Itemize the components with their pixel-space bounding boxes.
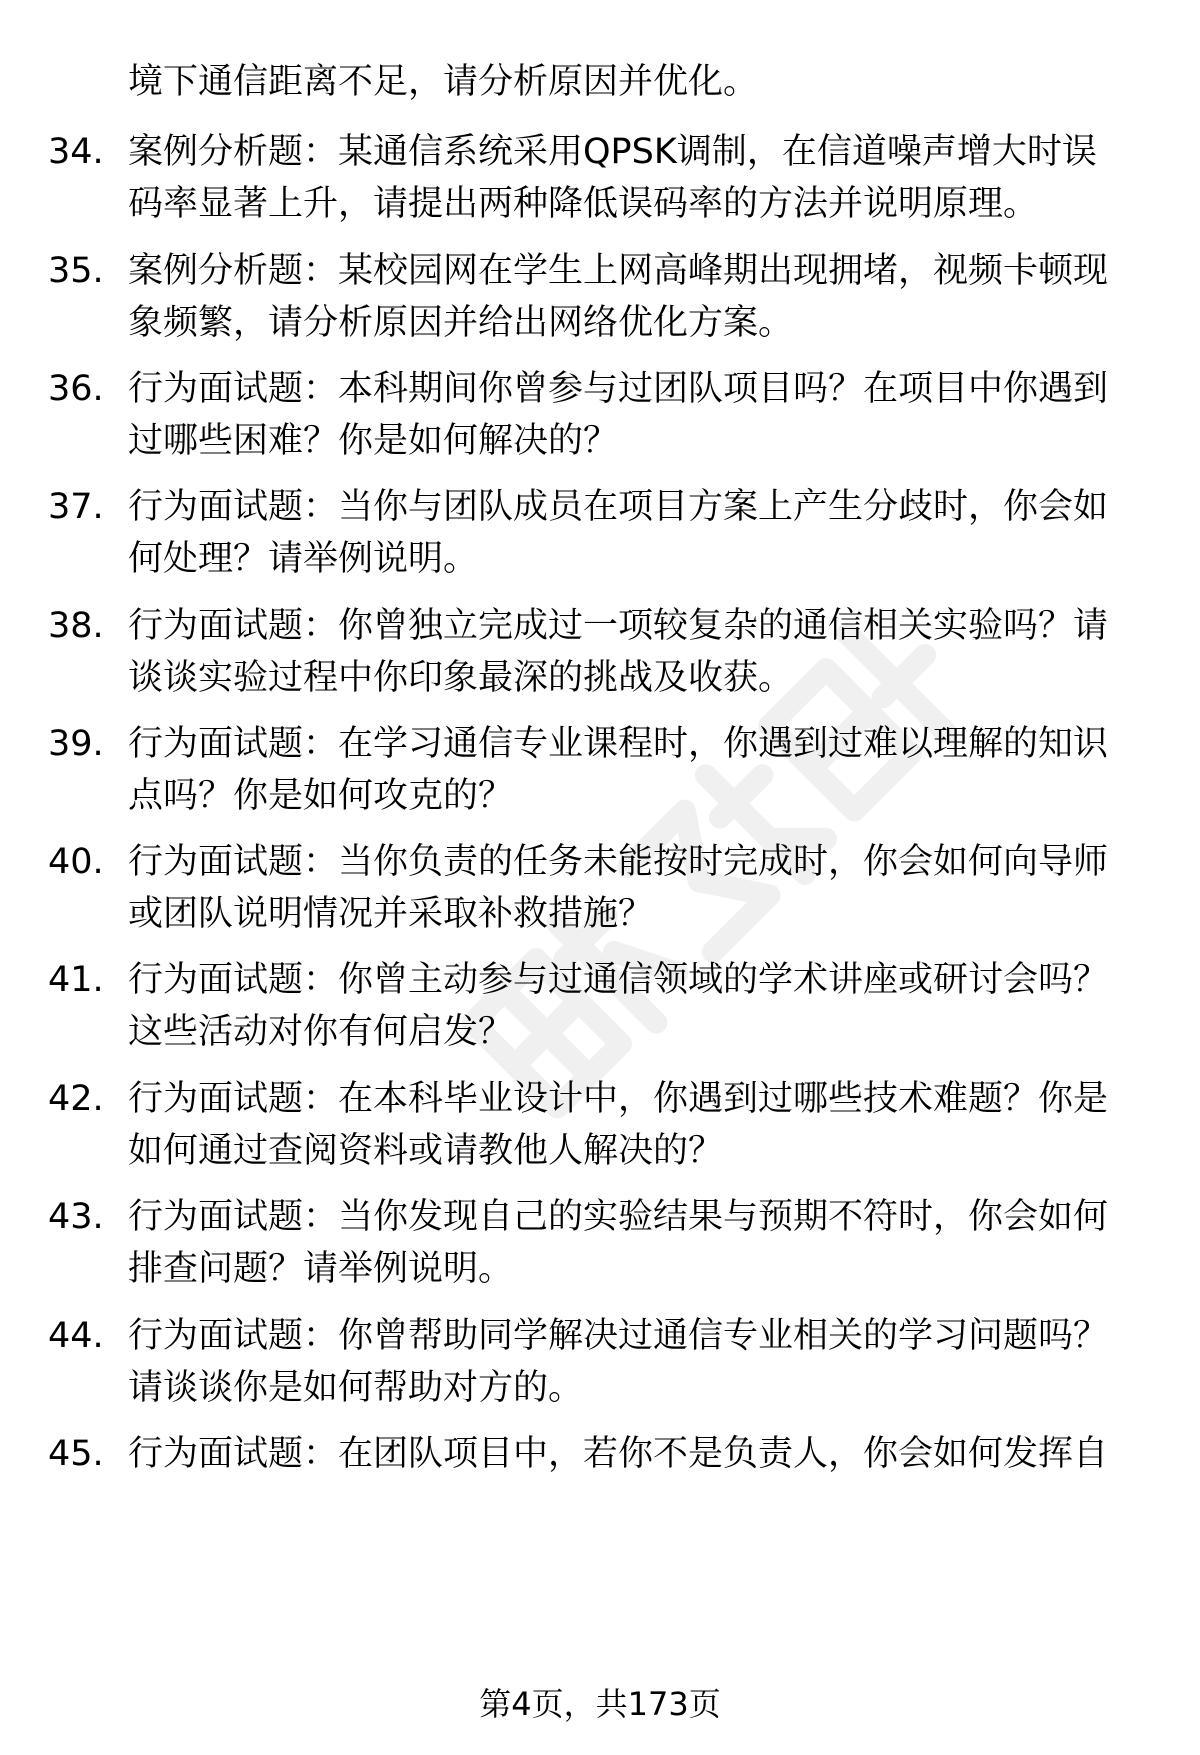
item-text [128, 126, 1188, 230]
item-text [128, 836, 1188, 940]
item-number: 38. [48, 606, 104, 646]
item-number: 41. [48, 960, 104, 1000]
item-line: 点吗？你是如何攻克的？ [128, 776, 514, 816]
item-text [128, 1073, 1188, 1177]
item-text [128, 600, 1188, 704]
item-text [128, 245, 1188, 349]
item-line: 码率显著上升，请提出两种降低误码率的方法并说明原理。 [128, 184, 1039, 224]
item-line: 谈谈实验过程中你印象最深的挑战及收获。 [128, 658, 794, 698]
item-line: 如何通过查阅资料或请教他人解决的？ [128, 1131, 724, 1171]
item-line: 行为面试题：在本科毕业设计中，你遇到过哪些技术难题？你是 [128, 1079, 1109, 1119]
item-line: 排查问题？请举例说明。 [128, 1249, 514, 1289]
item-line: 这些活动对你有何启发？ [128, 1012, 514, 1052]
item-text [128, 481, 1188, 585]
item-line: 行为面试题：当你发现自己的实验结果与预期不符时，你会如何 [128, 1197, 1109, 1237]
item-line: 行为面试题：你曾主动参与过通信领域的学术讲座或研讨会吗？ [128, 960, 1109, 1000]
item-number: 43. [48, 1197, 104, 1237]
item-line: 过哪些困难？你是如何解决的？ [128, 421, 619, 461]
item-number: 34. [48, 132, 104, 172]
item-line: 案例分析题：某通信系统采用QPSK调制，在信道噪声增大时误 [128, 132, 1097, 172]
item-text [128, 1191, 1188, 1295]
item-text [128, 1310, 1188, 1414]
item-line: 何处理？请举例说明。 [128, 539, 479, 579]
item-line: 行为面试题：本科期间你曾参与过团队项目吗？在项目中你遇到 [128, 369, 1109, 409]
item-line: 行为面试题：在团队项目中，若你不是负责人，你会如何发挥自 [128, 1434, 1109, 1474]
item-line: 行为面试题：你曾帮助同学解决过通信专业相关的学习问题吗？ [128, 1316, 1109, 1356]
item-text [128, 363, 1188, 467]
item-number: 44. [48, 1316, 104, 1356]
item-number: 37. [48, 487, 104, 527]
item-line: 行为面试题：在学习通信专业课程时，你遇到过难以理解的知识 [128, 724, 1109, 764]
item-number: 35. [48, 251, 104, 291]
page-footer: 第4页，共173页 [479, 1685, 721, 1723]
item-number: 45. [48, 1434, 104, 1474]
item-number: 40. [48, 842, 104, 882]
item-text [128, 954, 1188, 1058]
item-line: 或团队说明情况并采取补救措施？ [128, 894, 654, 934]
item-line: 象频繁，请分析原因并给出网络优化方案。 [128, 303, 794, 343]
item-line: 案例分析题：某校园网在学生上网高峰期出现拥堵，视频卡顿现 [128, 251, 1109, 291]
item-number: 39. [48, 724, 104, 764]
continuation-line: 境下通信距离不足，请分析原因并优化。 [128, 62, 759, 102]
item-number: 36. [48, 369, 104, 409]
item-line: 行为面试题：当你与团队成员在项目方案上产生分歧时，你会如 [128, 487, 1109, 527]
item-text [128, 1428, 1188, 1480]
item-line: 行为面试题：你曾独立完成过一项较复杂的通信相关实验吗？请 [128, 606, 1109, 646]
item-line: 请谈谈你是如何帮助对方的。 [128, 1368, 584, 1408]
item-number: 42. [48, 1079, 104, 1119]
item-text [128, 718, 1188, 822]
item-line: 行为面试题：当你负责的任务未能按时完成时，你会如何向导师 [128, 842, 1109, 882]
